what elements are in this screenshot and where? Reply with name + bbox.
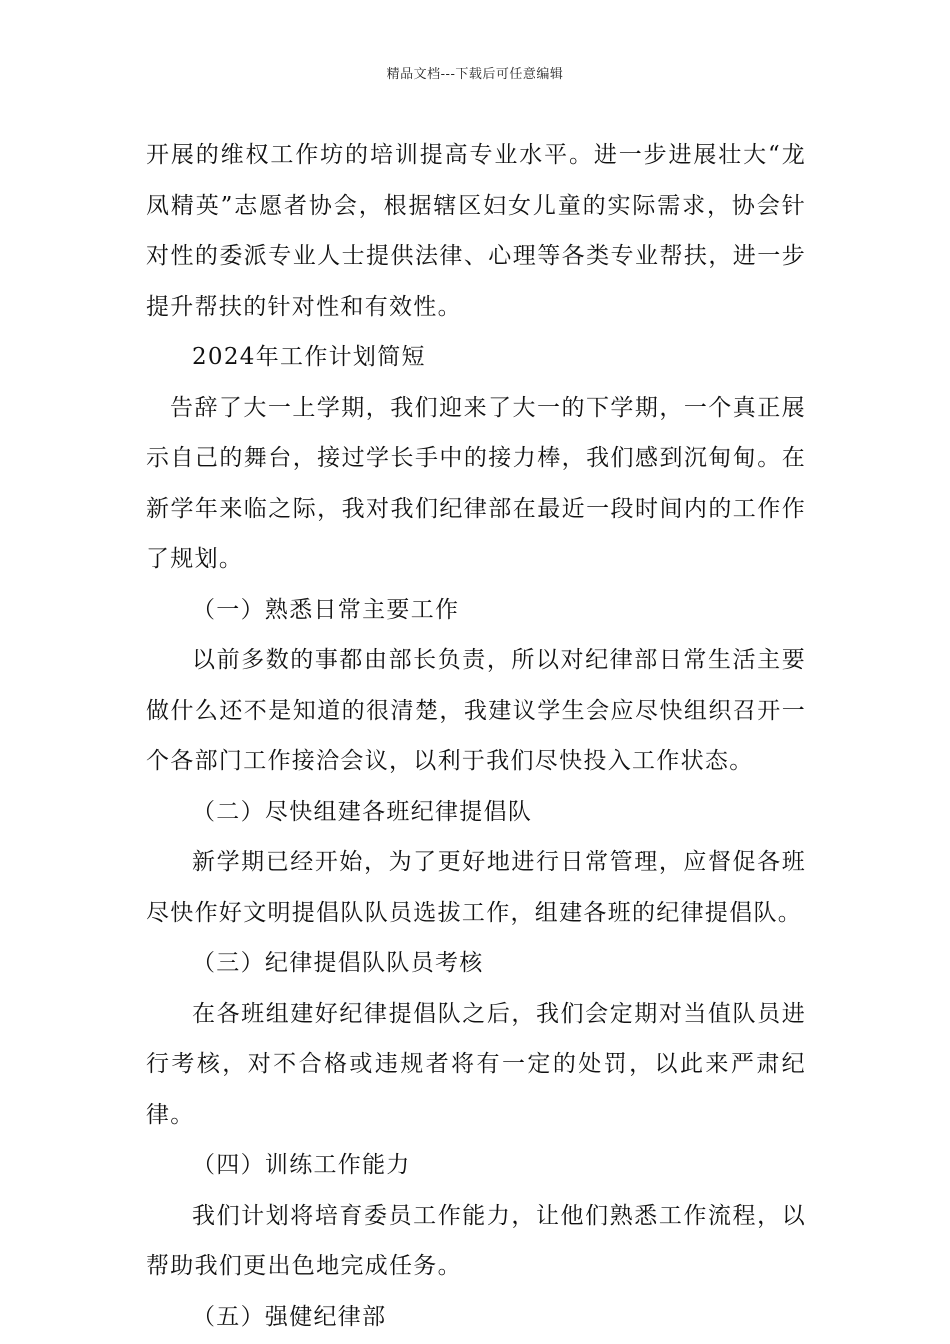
subheading-5: （五）强健纪律部 — [192, 1303, 387, 1330]
section-title: 2024年工作计划简短 — [192, 344, 426, 370]
paragraph-4: 我们计划将培育委员工作能力，让他们熟悉工作流程，以帮助我们更出色地完成任务。 — [146, 1202, 806, 1279]
paragraph-1: 以前多数的事都由部长负责，所以对纪律部日常生活主要做什么还不是知道的很清楚，我建议学生会应尽快组织召开一个各部门工作接洽会议，以利于我们尽快投入工作状态。 — [146, 647, 806, 774]
paragraph-2: 新学期已经开始，为了更好地进行日常管理，应督促各班尽快作好文明提倡队队员选拔工作，组建各班的纪律提倡队。 — [146, 849, 806, 926]
paragraph-intro: 告辞了大一上学期，我们迎来了大一的下学期，一个真正展示自己的舞台，接过学长手中的接力棒，我们感到沉甸甸。在新学年来临之际，我对我们纪律部在最近一段时间内的工作作了规划。 — [146, 394, 806, 572]
subheading-1: （一）熟悉日常主要工作 — [192, 596, 460, 623]
document-body — [146, 130, 806, 1342]
subheading-3: （三）纪律提倡队队员考核 — [192, 950, 484, 976]
subheading-4: （四）训练工作能力 — [192, 1152, 411, 1178]
page-header: 精品文档---下载后可任意编辑 — [386, 67, 564, 82]
subheading-2: （二）尽快组建各班纪律提倡队 — [192, 798, 533, 825]
paragraph-continuation: 开展的维权工作坊的培训提高专业水平。进一步进展壮大“龙凤精英”志愿者协会，根据辖区妇女儿童的实际需求，协会针对性的委派专业人士提供法律、心理等各类专业帮扶，进一步提升帮扶的针对性和有效性。 — [146, 142, 806, 320]
paragraph-3: 在各班组建好纪律提倡队之后，我们会定期对当值队员进行考核，对不合格或违规者将有一定的处罚，以此来严肃纪律。 — [146, 1000, 806, 1128]
